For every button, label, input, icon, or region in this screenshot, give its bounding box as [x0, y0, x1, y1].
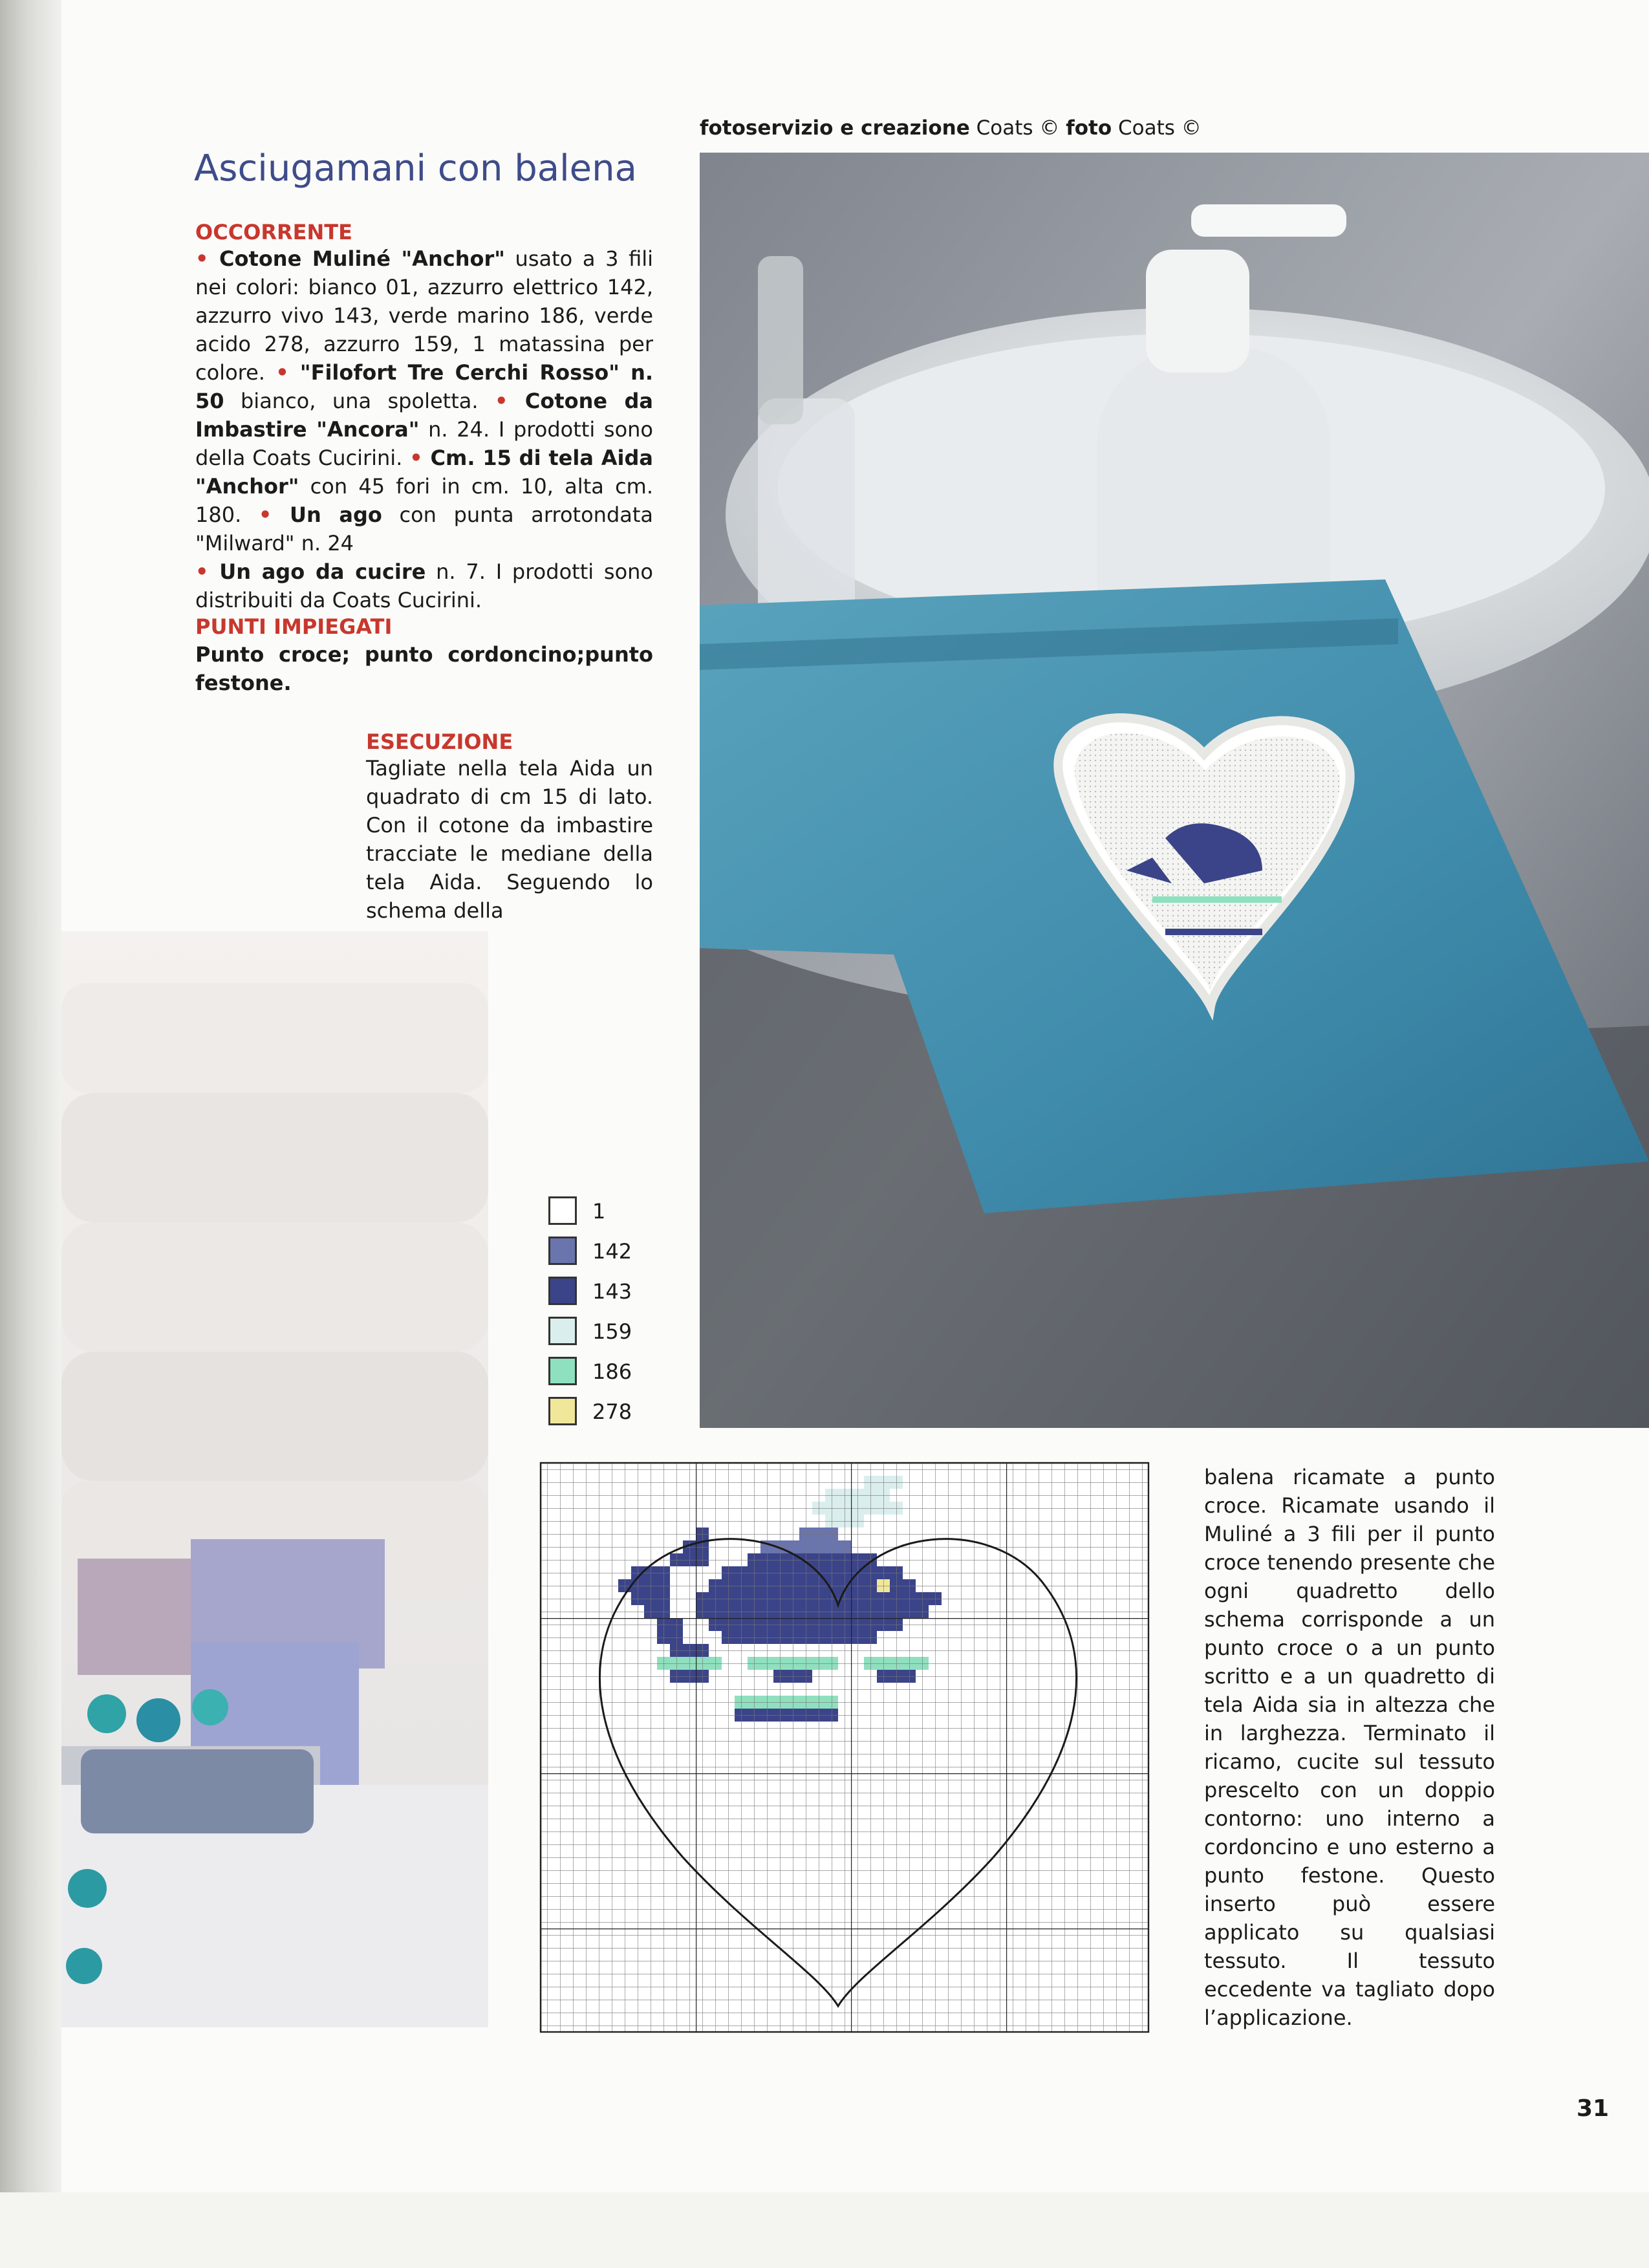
bullet-icon: • — [258, 502, 290, 527]
credit-label-2: foto — [1066, 116, 1112, 140]
legend-row-1 — [548, 1196, 678, 1229]
punti-text: Punto croce; punto cordoncino;punto festone. — [195, 642, 653, 695]
credit-label-1: fotoservizio e creazione — [700, 116, 970, 140]
bullet-icon: • — [275, 360, 300, 385]
legend-code: 159 — [592, 1319, 632, 1344]
photo-credit — [700, 116, 1202, 140]
legend-swatch — [548, 1397, 577, 1425]
towels-soap-photo — [61, 931, 488, 2027]
occ-item-1-text: bianco, una spoletta. — [224, 389, 479, 413]
occ-item-3-text: con 45 fori in cm. 10, alta cm. 180. — [195, 474, 653, 527]
occ-item-4-text: con punta arrotondata "Milward" n. 24 — [195, 502, 654, 556]
occ-item-5-text: n. 7. I prodotti sono distribuiti da Coats Cucirini. — [195, 559, 654, 612]
page-bottom-band — [0, 2192, 1649, 2268]
esecuzione-heading: ESECUZIONE — [366, 729, 513, 754]
punti-heading: PUNTI IMPIEGATI — [195, 614, 393, 639]
occ-item-4-bold: Un ago — [289, 502, 382, 527]
credit-name-2: Coats © — [1118, 116, 1202, 140]
occ-item-0-bold: Cotone Muliné "Anchor" — [219, 246, 505, 271]
legend-swatch — [548, 1357, 577, 1385]
page-number: 31 — [1577, 2095, 1610, 2122]
esecuzione-text-2: balena ricamate a punto croce. Ricamate usando il Muliné a 3 fili per il punto croce tenendo presente che ogni quadretto dello schema corrisponde a un punto croce o a un punto scritto e a un quadretto di tela Aida sia in altezza che in larghezza. Terminato il ricamo, cucite sul tessuto prescelto con un doppio contorno: uno interno a cordoncino e uno esterno a punto festone. Questo inserto può essere applicato su qualsiasi tessuto. Il tessuto eccedente va tagliato dopo l’applicazione. — [1204, 1465, 1495, 2030]
occ-item-2-text: n. 24. I prodotti sono della Coats Cucirini. — [195, 417, 654, 470]
legend-code: 1 — [592, 1199, 606, 1224]
bullet-icon: • — [409, 446, 431, 470]
bullet-icon: • — [494, 389, 525, 413]
occ-item-0-text: usato a 3 fili nei colori: bianco 01, azzurro elettrico 142, azzurro vivo 143, verde marino 186, verde acido 278, azzurro 159, 1 matassina per colore. — [195, 246, 654, 385]
occ-item-1-bold: "Filofort Tre Cerchi Rosso" n. 50 — [195, 360, 654, 413]
legend-code: 186 — [592, 1359, 632, 1384]
legend-code: 278 — [592, 1399, 632, 1424]
occ-item-3-bold: Cm. 15 di tela Aida "Anchor" — [195, 446, 653, 499]
page-spine-shadow — [0, 0, 61, 2268]
occ-item-5-bold: Un ago da cucire — [219, 559, 426, 584]
bullet-icon: • — [195, 559, 220, 584]
legend-code: 143 — [592, 1279, 632, 1304]
towel-photo — [700, 153, 1649, 1428]
esecuzione-text-1: Tagliate nella tela Aida un quadrato di cm 15 di lato. Con il cotone da imbastire tracciate le mediane della tela Aida. Seguendo lo schema della — [366, 756, 653, 923]
legend-row-186 — [548, 1357, 678, 1389]
legend-row-278 — [548, 1397, 678, 1429]
occorrente-list — [195, 244, 653, 614]
legend-swatch — [548, 1196, 577, 1225]
credit-name-1: Coats © — [976, 116, 1060, 140]
legend-code: 142 — [592, 1239, 632, 1264]
legend-row-143 — [548, 1277, 678, 1309]
legend-swatch — [548, 1237, 577, 1265]
cross-stitch-chart — [534, 1456, 1161, 2040]
bullet-icon: • — [195, 246, 220, 271]
legend-row-159 — [548, 1317, 678, 1349]
legend-swatch — [548, 1317, 577, 1345]
occorrente-heading: OCCORRENTE — [195, 220, 352, 244]
legend-row-142 — [548, 1237, 678, 1269]
legend-swatch — [548, 1277, 577, 1305]
article-title: Asciugamani con balena — [194, 147, 637, 189]
occ-item-2-bold: Cotone da Imbastire "Ancora" — [195, 389, 653, 442]
